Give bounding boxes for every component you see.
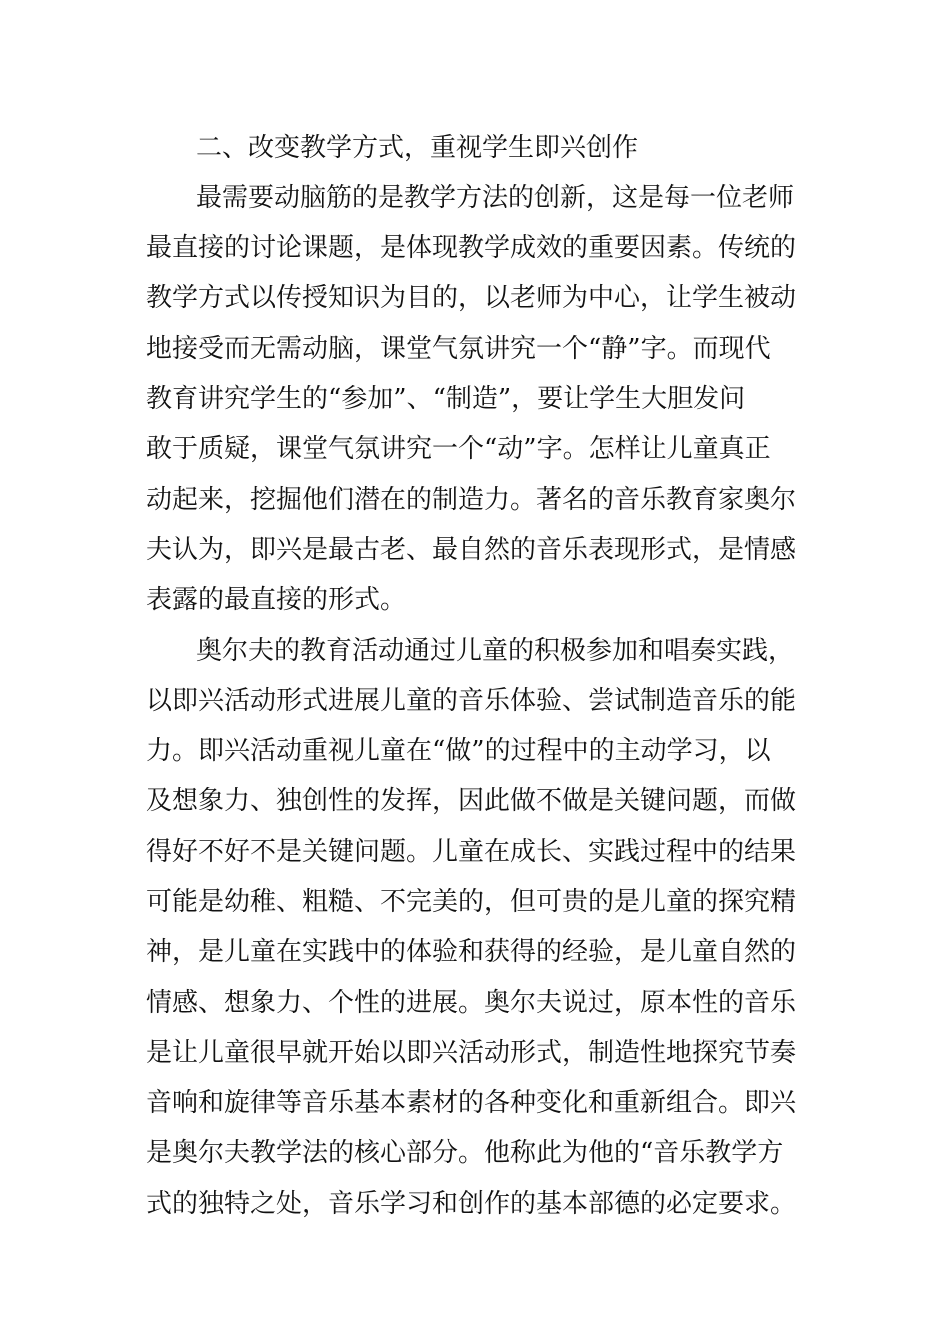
paragraph-1-line-8: 夫认为，即兴是最古老、最自然的音乐表现形式，是情感 <box>146 535 797 565</box>
paragraph-2-line-6: 可能是幼稚、粗糙、不完美的，但可贵的是儿童的探究精 <box>146 887 797 917</box>
paragraph-2-line-4: 及想象力、独创性的发挥，因此做不做是关键问题，而做 <box>146 786 797 816</box>
paragraph-2-line-9: 是让儿童很早就开始以即兴活动形式，制造性地探究节奏 <box>146 1038 797 1068</box>
paragraph-2-line-8: 情感、想象力、个性的进展。奥尔夫说过，原本性的音乐 <box>146 988 797 1018</box>
paragraph-2-line-1: 奥尔夫的教育活动通过儿童的积极参加和唱奏实践， <box>196 636 795 666</box>
paragraph-2-line-5: 得好不好不是关键问题。儿童在成长、实践过程中的结果 <box>146 837 797 867</box>
paragraph-1-line-3: 教学方式以传授知识为目的，以老师为中心，让学生被动 <box>146 283 797 313</box>
paragraph-1-line-6: 敢于质疑，课堂气氛讲究一个“动”字。怎样让儿童真正 <box>146 434 771 464</box>
paragraph-1-line-1: 最需要动脑筋的是教学方法的创新，这是每一位老师 <box>196 183 795 213</box>
paragraph-2-line-2: 以即兴活动形式进展儿童的音乐体验、尝试制造音乐的能 <box>146 686 797 716</box>
paragraph-1-line-5: 教育讲究学生的“参加”、“制造”，要让学生大胆发问 <box>146 384 746 414</box>
paragraph-2-line-3: 力。即兴活动重视儿童在“做”的过程中的主动学习，以 <box>146 736 771 766</box>
paragraph-1-line-7: 动起来，挖掘他们潜在的制造力。著名的音乐教育家奥尔 <box>146 485 797 515</box>
paragraph-2-line-11: 是奥尔夫教学法的核心部分。他称此为他的“音乐教学方 <box>146 1138 784 1168</box>
paragraph-1-line-9: 表露的最直接的形式。 <box>146 585 407 615</box>
paragraph-2-line-12: 式的独特之处，音乐学习和创作的基本部德的必定要求。 <box>146 1189 797 1219</box>
paragraph-2-line-7: 神，是儿童在实践中的体验和获得的经验，是儿童自然的 <box>146 937 797 967</box>
paragraph-1-line-4: 地接受而无需动脑，课堂气氛讲究一个“静”字。而现代 <box>146 334 771 364</box>
paragraph-1-line-2: 最直接的讨论课题，是体现教学成效的重要因素。传统的 <box>146 233 797 263</box>
section-heading: 二、改变教学方式，重视学生即兴创作 <box>196 133 639 163</box>
paragraph-2-line-10: 音响和旋律等音乐基本素材的各种变化和重新组合。即兴 <box>146 1088 797 1118</box>
